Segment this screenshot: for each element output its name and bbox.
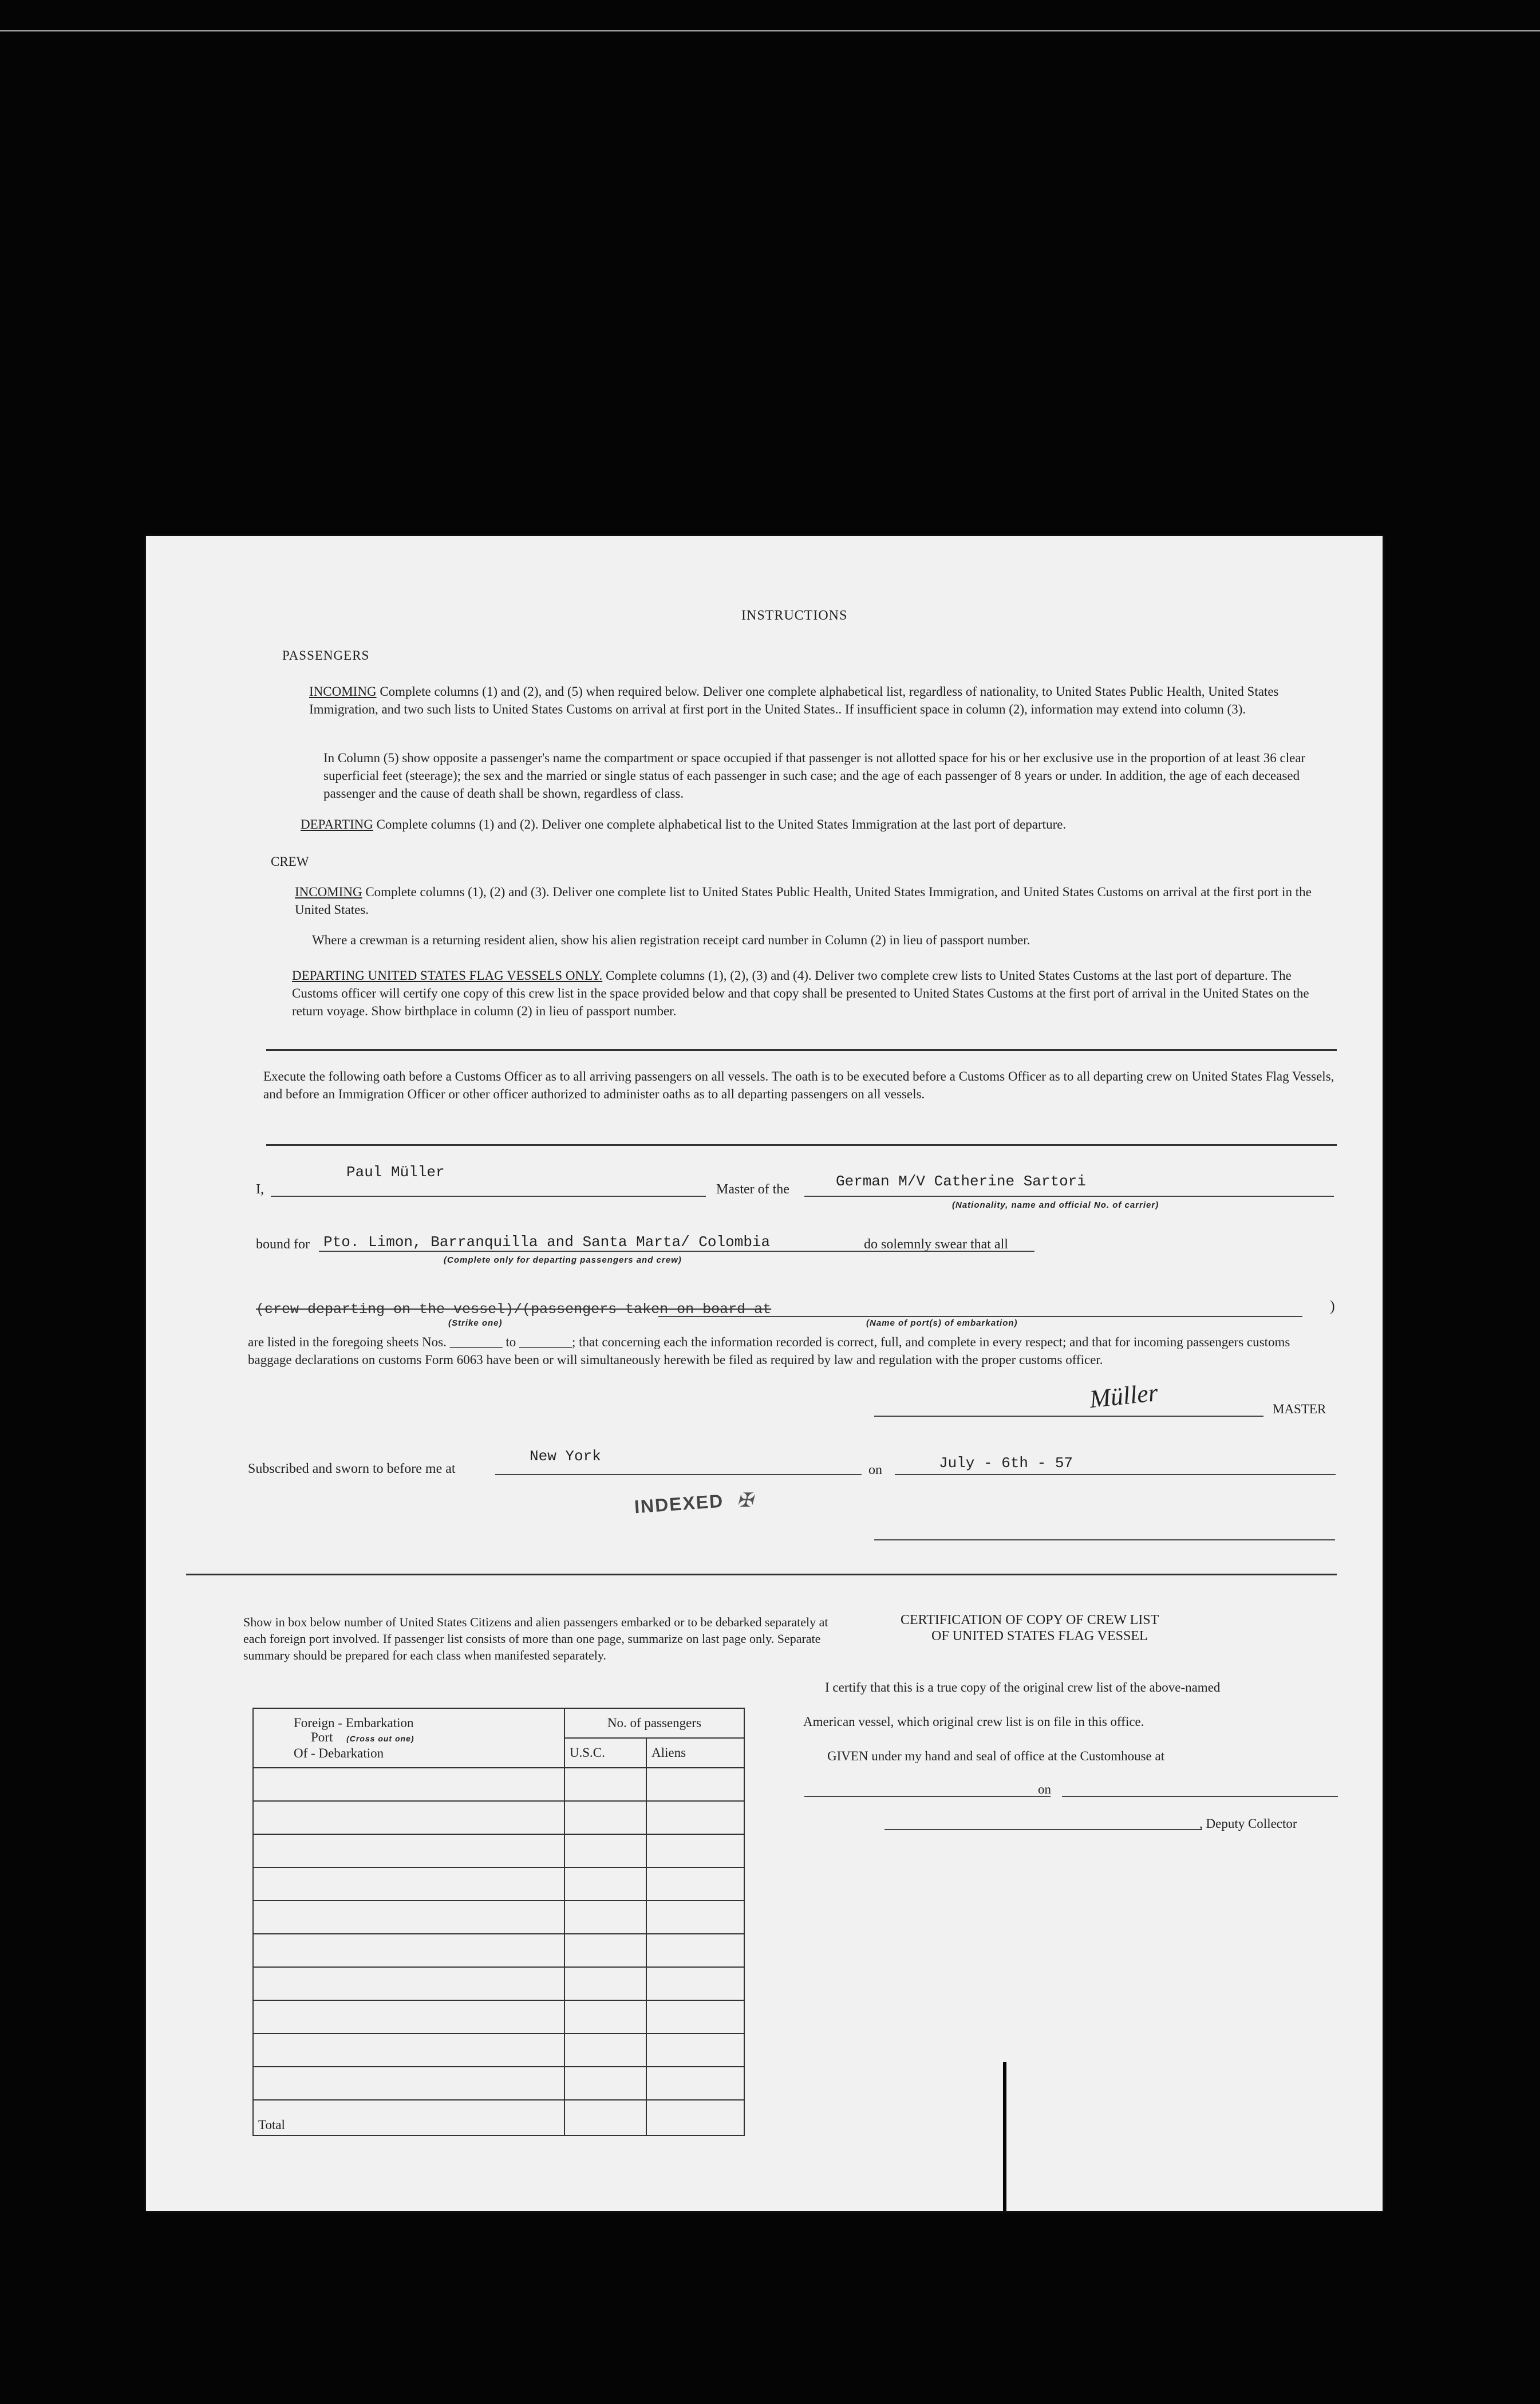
table-row xyxy=(253,2000,744,2033)
table-row xyxy=(253,1801,744,1834)
port-header-line1: Foreign - Embarkation xyxy=(294,1716,414,1730)
port-cell[interactable] xyxy=(253,1867,564,1901)
crew-incoming-text: Complete columns (1), (2) and (3). Deliver one complete list to United States Public Health, United States Immigration, and United States Customs on arrival at the first port in the United States. xyxy=(295,885,1312,917)
page-title: INSTRUCTIONS xyxy=(741,608,848,623)
subscribed-label: Subscribed and sworn to before me at xyxy=(248,1461,456,1476)
swear-text: do solemnly swear that all xyxy=(864,1237,1008,1252)
aliens-cell[interactable] xyxy=(646,1768,744,1801)
master-label: MASTER xyxy=(1273,1402,1326,1416)
usc-cell[interactable] xyxy=(564,1934,646,1967)
certification-title-line1: CERTIFICATION OF COPY OF CREW LIST xyxy=(901,1613,1159,1627)
listed-text: are listed in the foregoing sheets Nos. ________ to ________; that concerning each the information recorded is correct, full, and complete in every respect; and that for incoming passengers customs baggage declarations on customs Form 6063 have been or will simultaneously herewith be filed as required by law and regulation with the proper customs officer. xyxy=(248,1335,1290,1367)
aliens-cell[interactable] xyxy=(646,1834,744,1867)
officer-signature-line xyxy=(874,1539,1335,1540)
crew-incoming-instruction xyxy=(295,883,1325,919)
passengers-departing-instruction xyxy=(301,815,1337,833)
passengers-column5-instruction: In Column (5) show opposite a passenger's name the compartment or space occupied if that passenger is not allotted space for his or her exclusive use in the proportion of at least 36 clear superficial feet (steerage); the sex and the married or single status of each passenger in such case; and the age of each passenger of 8 years or under. In addition, the age of each deceased passenger and the cause of death shall be shown, regardless of class. xyxy=(323,751,1306,801)
port-cell[interactable] xyxy=(253,1901,564,1934)
usc-column-header: U.S.C. xyxy=(564,1738,646,1768)
usc-cell[interactable] xyxy=(564,1901,646,1934)
aliens-column-header: Aliens xyxy=(646,1738,744,1768)
aliens-cell[interactable] xyxy=(646,1934,744,1967)
table-row xyxy=(253,2033,744,2067)
crew-departing-label: DEPARTING UNITED STATES FLAG VESSELS ONLY. xyxy=(292,968,603,983)
divider xyxy=(266,1144,1337,1146)
crew-departing-text: Complete columns (1), (2), (3) and (4). Deliver two complete crew lists to United States Customs at the last port of departure. The Customs officer will certify one copy of this crew list in the space provided below and that copy shall be presented to United States Customs at the first port of arrival in the United States on the return voyage. Show birthplace in column (2) in lieu of passport number. xyxy=(292,968,1309,1018)
usc-total-cell[interactable] xyxy=(564,2100,646,2135)
table-row xyxy=(253,2067,744,2100)
master-signature-line xyxy=(874,1416,1263,1417)
aliens-cell[interactable] xyxy=(646,2033,744,2067)
bound-for-label: bound for xyxy=(256,1237,310,1252)
divider xyxy=(186,1574,1337,1575)
usc-cell[interactable] xyxy=(564,1834,646,1867)
usc-cell[interactable] xyxy=(564,2033,646,2067)
destination: Pto. Limon, Barranquilla and Santa Marta/ Colombia xyxy=(323,1233,771,1251)
port-header-line3: Of - Debarkation xyxy=(294,1746,384,1760)
port-cell[interactable] xyxy=(253,1768,564,1801)
crew-list-form xyxy=(146,536,1383,2211)
sworn-date: July - 6th - 57 xyxy=(939,1455,1073,1472)
port-header-line2: Port (Cross out one) xyxy=(311,1730,414,1744)
master-of-label: Master of the xyxy=(716,1182,789,1197)
table-row xyxy=(253,1967,744,2000)
port-cell[interactable] xyxy=(253,2000,564,2033)
usc-cell[interactable] xyxy=(564,1768,646,1801)
total-row xyxy=(253,2100,744,2135)
table-header-row xyxy=(253,1708,744,1738)
aliens-cell[interactable] xyxy=(646,2000,744,2033)
film-edge-line xyxy=(0,30,1540,31)
usc-cell[interactable] xyxy=(564,1967,646,2000)
usc-cell[interactable] xyxy=(564,2067,646,2100)
divider xyxy=(266,1049,1337,1051)
vessel-caption: (Nationality, name and official No. of carrier) xyxy=(952,1200,1159,1210)
deputy-collector-label: , Deputy Collector xyxy=(1199,1816,1297,1831)
oath-intro: Execute the following oath before a Customs Officer as to all arriving passengers on all vessels. The oath is to be executed before a Customs Officer as to all departing crew on United States Flag Vessels, and before an Immigration Officer or other officer authorized to administer oaths as to all departing passengers on all vessels. xyxy=(263,1069,1334,1101)
strike-caption: (Strike one) xyxy=(448,1318,503,1328)
indexed-stamp: INDEXED xyxy=(633,1490,725,1518)
port-cell[interactable] xyxy=(253,1934,564,1967)
passengers-incoming-text: Complete columns (1) and (2), and (5) when required below. Deliver one complete alphabetical list, regardless of nationality, to United States Public Health, United States Immigration, and two such lists to United States Customs on arrival at first port in the United States.. If insufficient space in column (2), information may extend into column (3). xyxy=(309,684,1279,716)
certification-text-line2: American vessel, which original crew list is on file in this office. xyxy=(803,1715,1144,1729)
sworn-place: New York xyxy=(530,1448,601,1465)
port-cell[interactable] xyxy=(253,1834,564,1867)
oath-i-label: I, xyxy=(256,1182,264,1197)
usc-cell[interactable] xyxy=(564,1801,646,1834)
aliens-cell[interactable] xyxy=(646,1901,744,1934)
aliens-cell[interactable] xyxy=(646,2067,744,2100)
master-name: Paul Müller xyxy=(346,1164,445,1181)
sworn-date-line xyxy=(895,1474,1336,1475)
passengers-column-header: No. of passengers xyxy=(564,1708,744,1738)
passenger-summary-table xyxy=(252,1708,745,2136)
aliens-total-cell[interactable] xyxy=(646,2100,744,2135)
destination-caption: (Complete only for departing passengers and crew) xyxy=(444,1255,682,1265)
port-caption: (Name of port(s) of embarkation) xyxy=(866,1318,1018,1328)
usc-cell[interactable] xyxy=(564,1867,646,1901)
passengers-departing-text: Complete columns (1) and (2). Deliver one complete alphabetical list to the United States Immigration at the last port of departure. xyxy=(376,817,1067,831)
port-cell[interactable] xyxy=(253,2033,564,2067)
close-paren: ) xyxy=(1330,1298,1335,1314)
passengers-incoming-instruction xyxy=(309,683,1334,718)
table-row xyxy=(253,1768,744,1801)
port-column-header xyxy=(253,1708,564,1768)
table-row xyxy=(253,1834,744,1867)
master-name-line xyxy=(271,1196,706,1197)
embarkation-port-line xyxy=(658,1316,1302,1317)
certification-title-line2: OF UNITED STATES FLAG VESSEL xyxy=(931,1629,1148,1644)
port-cell[interactable] xyxy=(253,2067,564,2100)
paper-notch xyxy=(1003,2062,1006,2211)
certification-on-label: on xyxy=(1038,1782,1051,1796)
passengers-heading: PASSENGERS xyxy=(282,648,370,663)
aliens-cell[interactable] xyxy=(646,1801,744,1834)
port-cell[interactable] xyxy=(253,1801,564,1834)
aliens-cell[interactable] xyxy=(646,1967,744,2000)
struck-option-text: (crew departing on the vessel)/(passengers taken on board at xyxy=(256,1301,772,1318)
customhouse-line xyxy=(804,1796,1051,1797)
passengers-departing-label: DEPARTING xyxy=(301,817,373,831)
passengers-incoming-label: INCOMING xyxy=(309,684,377,699)
vessel-line xyxy=(804,1196,1334,1197)
vessel-name: German M/V Catherine Sartori xyxy=(836,1173,1086,1190)
deputy-signature-line xyxy=(884,1829,1202,1830)
table-row xyxy=(253,1934,744,1967)
certification-date-line xyxy=(1062,1796,1338,1797)
sworn-place-line xyxy=(495,1474,862,1475)
total-label: Total xyxy=(253,2100,564,2135)
certification-given-text: GIVEN under my hand and seal of office at the Customhouse at xyxy=(827,1749,1165,1763)
table-row xyxy=(253,1867,744,1901)
crew-incoming-label: INCOMING xyxy=(295,885,362,899)
table-row xyxy=(253,1901,744,1934)
usc-cell[interactable] xyxy=(564,2000,646,2033)
stamp-initials: ✠ xyxy=(737,1490,753,1511)
crew-alien-instruction: Where a crewman is a returning resident alien, show his alien registration receipt card number in Column (2) in lieu of passport number. xyxy=(312,933,1030,947)
certification-text-line1: I certify that this is a true copy of the original crew list of the above-named xyxy=(825,1680,1221,1694)
port-cell[interactable] xyxy=(253,1967,564,2000)
summary-instructions: Show in box below number of United States Citizens and alien passengers embarked or to be debarked separately at each foreign port involved. If passenger list consists of more than one page, summarize on last page only. Separate summary should be prepared for each class when manifested separately. xyxy=(243,1615,828,1662)
aliens-cell[interactable] xyxy=(646,1867,744,1901)
sworn-on-label: on xyxy=(868,1463,882,1477)
crew-heading: CREW xyxy=(271,854,309,869)
crew-departing-instruction xyxy=(292,967,1331,1020)
master-signature: Müller xyxy=(1088,1378,1159,1414)
cross-out-note: (Cross out one) xyxy=(346,1734,414,1743)
